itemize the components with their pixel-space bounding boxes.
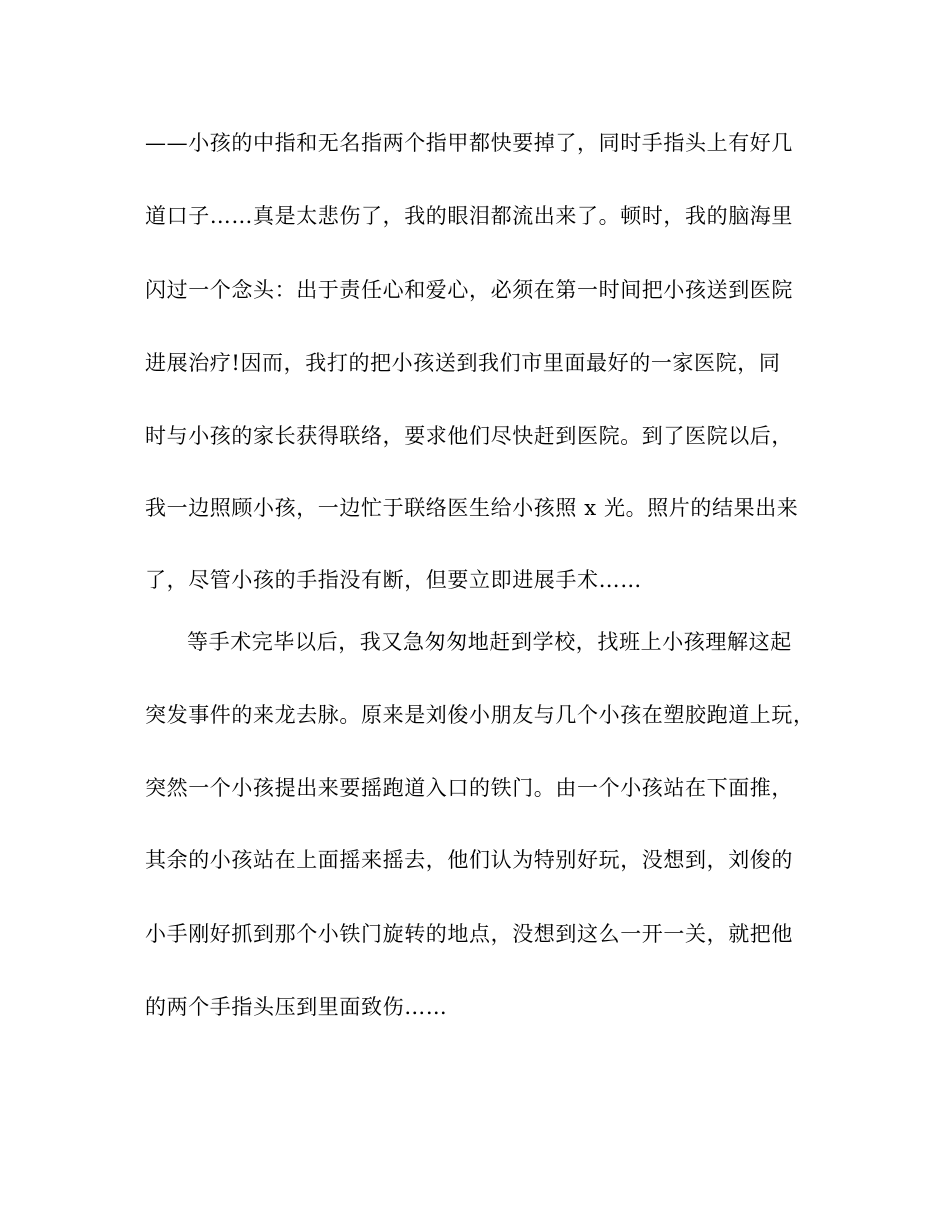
paragraph-2-line-2: 突发事件的来龙去脉。原来是刘俊小朋友与几个小孩在塑胶跑道上玩，: [145, 703, 815, 727]
paragraph-2-line-3: 突然一个小孩提出来要摇跑道入口的铁门。由一个小孩站在下面推，: [145, 776, 793, 800]
paragraph-2-line-6: 的两个手指头压到里面致伤……: [145, 995, 448, 1019]
paragraph-2-line-5: 小手刚好抓到那个小铁门旋转的地点，没想到这么一开一关，就把他: [145, 922, 793, 946]
paragraph-1-line-3: 闪过一个念头：出于责任心和爱心，必须在第一时间把小孩送到医院: [145, 278, 793, 302]
paragraph-2-line-1: 等手术完毕以后，我又急匆匆地赶到学校，找班上小孩理解这起: [187, 630, 792, 654]
paragraph-1-line-1: ——小孩的中指和无名指两个指甲都快要掉了，同时手指头上有好几: [145, 131, 793, 155]
paragraph-1-line-4: 进展治疗!因而，我打的把小孩送到我们市里面最好的一家医院，同: [145, 351, 781, 375]
paragraph-1-line-6: 我一边照顾小孩，一边忙于联络医生给小孩照 x 光。照片的结果出来: [145, 496, 799, 520]
paragraph-1-line-7: 了，尽管小孩的手指没有断，但要立即进展手术……: [145, 568, 642, 592]
paragraph-1-line-5: 时与小孩的家长获得联络，要求他们尽快赶到医院。到了医院以后，: [145, 424, 793, 448]
paragraph-2-line-4: 其余的小孩站在上面摇来摇去，他们认为特别好玩，没想到，刘俊的: [145, 848, 793, 872]
paragraph-1-line-2: 道口子……真是太悲伤了，我的眼泪都流出来了。顿时，我的脑海里: [145, 204, 793, 228]
